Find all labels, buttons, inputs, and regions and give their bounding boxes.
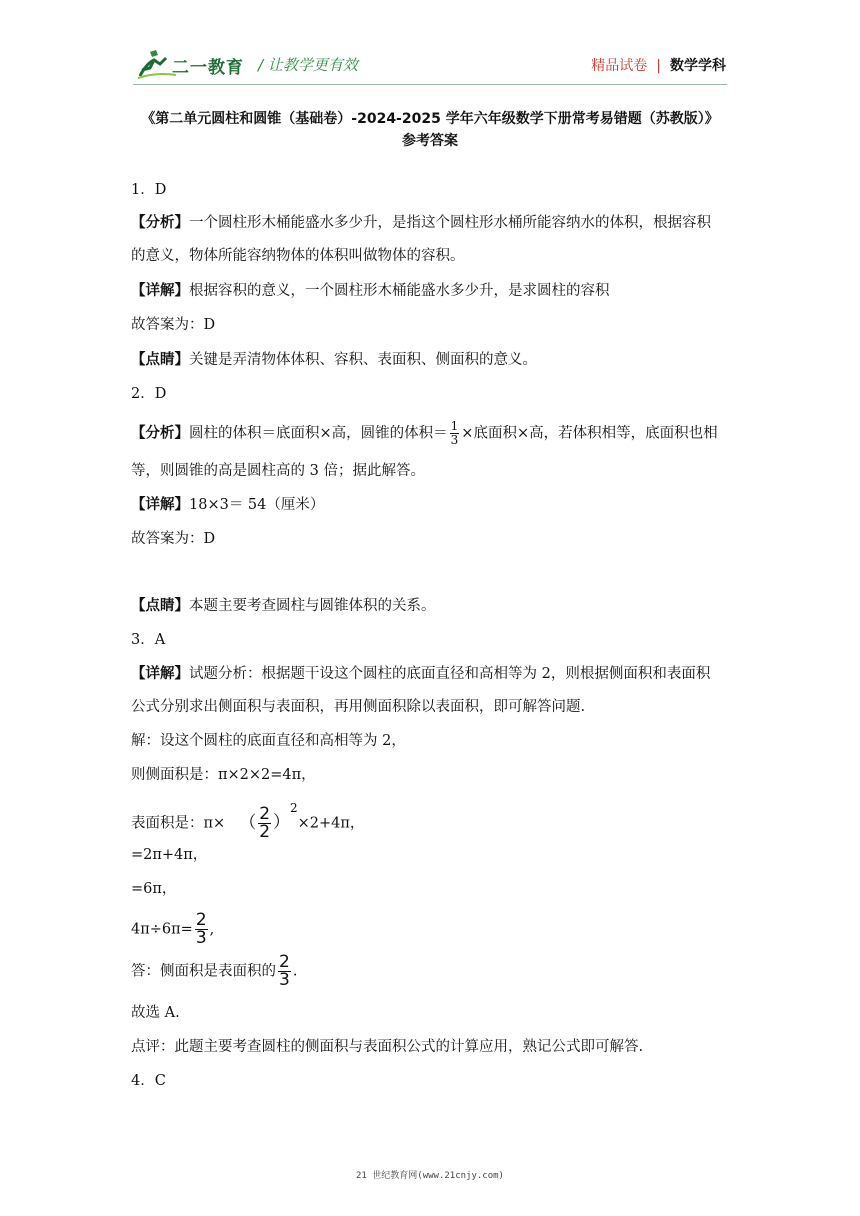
q3-ratio <box>131 912 214 947</box>
detail-tag: 【详解】 <box>131 282 189 299</box>
analysis-tag: 【分析】 <box>131 214 189 231</box>
doc-subtitle: 参考答案 <box>402 133 458 149</box>
q3-detail-text: 试题分析：根据题干设这个圆柱的底面直径和高相等为 2，则根据侧面积和表面积 <box>189 666 711 682</box>
ratio-post: , <box>209 921 215 938</box>
q3-review: 点评：此题主要考查圆柱的侧面积与表面积公式的计算应用，熟记公式即可解答. <box>131 1039 644 1055</box>
radius-fraction <box>258 806 271 841</box>
q3-choose: 故选 A. <box>131 1005 180 1021</box>
header-tags <box>591 55 726 75</box>
fraction-numerator: 1 <box>450 419 459 433</box>
tag-separator: | <box>656 58 661 74</box>
left-paren: （ <box>239 812 257 833</box>
tag-subject: 数学学科 <box>670 58 726 74</box>
q3-surface-area <box>131 800 365 842</box>
tag-premium: 精品试卷 <box>591 58 648 74</box>
q2-detail-text: 18×3＝ 54（厘米） <box>189 497 325 513</box>
header-slogan: / 让教学更有效 <box>258 56 358 74</box>
q1-detail-text: 根据容积的意义，一个圆柱形木桶能盛水多少升，是求圆柱的容积 <box>189 283 610 299</box>
one-third-fraction <box>450 420 460 447</box>
q3-solution: 解：设这个圆柱的底面直径和高相等为 2， <box>131 733 406 749</box>
answer-post: . <box>292 963 298 980</box>
q1-answer: 故答案为：D <box>131 317 216 333</box>
q3-number: 3．A <box>131 632 166 648</box>
q2-analysis-pre: 圆柱的体积＝底面积×高，圆锥的体积＝ <box>189 425 448 442</box>
answer-pre: 答：侧面积是表面积的 <box>131 963 276 980</box>
fraction-denominator: 2 <box>259 822 271 842</box>
detail-tag: 【详解】 <box>131 665 189 682</box>
q1-number: 1．D <box>131 182 167 198</box>
exponent: 2 <box>290 800 298 815</box>
slogan-text: 让教学更有效 <box>267 56 358 74</box>
doc-title: 《第二单元圆柱和圆锥（基础卷）-2024-2025 学年六年级数学下册常考易错题（苏教版）》 <box>141 111 719 127</box>
q2-analysis <box>131 420 718 447</box>
q2-analysis-cont: 等，则圆锥的高是圆柱高的 3 倍；据此解答。 <box>131 463 425 479</box>
q3-step1: =2π+4π， <box>131 847 208 863</box>
logo-text: 二一教育 <box>172 58 244 78</box>
surface-pre: 表面积是：π× <box>131 815 226 832</box>
q1-analysis-text: 一个圆柱形木桶能盛水多少升，是指这个圆柱形水桶所能容纳水的体积，根据容积 <box>189 215 711 231</box>
fraction-numerator: 2 <box>279 952 290 972</box>
analysis-tag: 【分析】 <box>131 424 189 442</box>
point-tag: 【点睛】 <box>131 597 189 614</box>
q1-analysis-cont: 的意义，物体所能容纳物体的体积叫做物体的容积。 <box>131 248 465 264</box>
q3-step2: =6π， <box>131 881 177 897</box>
page-footer: 21 世纪教育网(www.21cnjy.com) <box>356 1171 504 1181</box>
fraction-numerator: 2 <box>195 910 207 930</box>
q1-point <box>131 350 537 370</box>
q4-number: 4．C <box>131 1073 166 1089</box>
q2-detail <box>131 495 324 515</box>
q2-point <box>131 596 436 616</box>
right-paren: ） <box>273 812 291 833</box>
q1-analysis <box>131 213 711 233</box>
ratio-pre: 4π÷6π= <box>131 921 193 938</box>
surface-post: ×2+4π， <box>297 815 365 832</box>
fraction-denominator: 3 <box>279 970 290 990</box>
fraction-denominator: 3 <box>450 433 459 447</box>
q3-side-area: 则侧面积是：π×2×2=4π， <box>131 767 316 783</box>
q1-detail <box>131 281 610 301</box>
q1-point-text: 关键是弄清物体体积、容积、表面积、侧面积的意义。 <box>189 352 537 368</box>
answer-fraction <box>278 954 291 989</box>
fraction-numerator: 2 <box>259 804 271 824</box>
q3-answer-text <box>131 954 297 989</box>
header-divider <box>133 84 727 85</box>
q2-point-text: 本题主要考查圆柱与圆锥体积的关系。 <box>189 598 436 614</box>
ratio-fraction <box>195 912 208 947</box>
q2-number: 2．D <box>131 386 167 402</box>
q2-answer: 故答案为：D <box>131 531 216 547</box>
page-header <box>0 0 860 90</box>
detail-tag: 【详解】 <box>131 496 189 513</box>
q2-analysis-post: ×底面积×高，若体积相等，底面积也相 <box>461 425 718 442</box>
q3-detail-cont: 公式分别求出侧面积与表面积，再用侧面积除以表面积，即可解答问题. <box>131 699 586 715</box>
q3-detail <box>131 664 710 684</box>
fraction-denominator: 3 <box>195 928 207 948</box>
point-tag: 【点睛】 <box>131 351 189 368</box>
